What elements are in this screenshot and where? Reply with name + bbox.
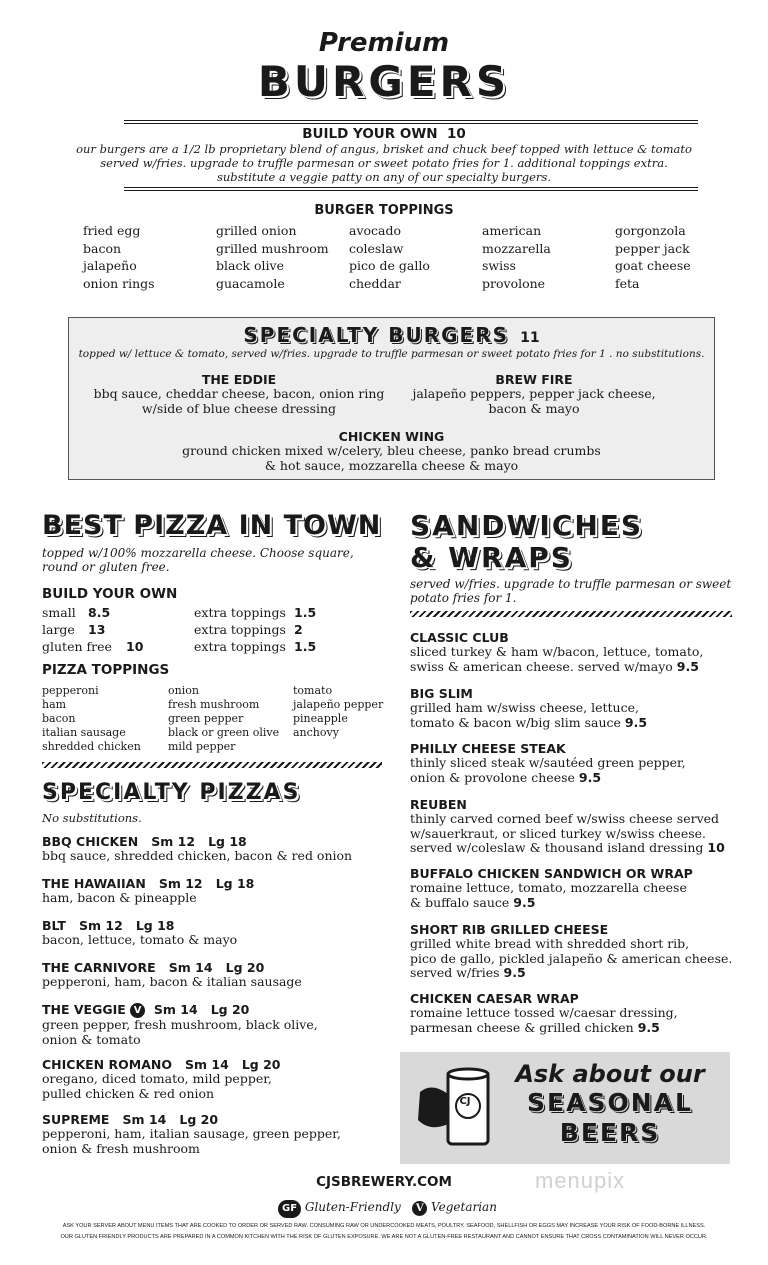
pizza-toppings-col-1: pepperoni ham bacon italian sausage shredded chicken	[42, 684, 141, 753]
gluten-friendly-label: Gluten-Friendly	[304, 1200, 401, 1214]
header	[0, 28, 768, 106]
pizza-desc-2: round or gluten free.	[42, 560, 170, 574]
list-item: guacamole	[216, 275, 285, 291]
menu-item-the-veggie: THE VEGGIE V Sm 14 Lg 20 green pepper, fresh mushroom, black olive, onion & tomato	[42, 1002, 318, 1047]
list-item: mozzarella	[482, 240, 551, 256]
build-own-desc-3: substitute a veggie patty on any of our specialty burgers.	[217, 170, 551, 184]
disclaimer-1: ASK YOUR SERVER ABOUT MENU ITEMS THAT ARE COOKED TO ORDER OR SERVED RAW. CONSUMING RAW OR UNDERCOOKED MEATS, POULTRY, SEAFOOD, SHELLFISH OR EGGS MAY INCREASE YOUR RISK OF FOOD-BORNE ILLNESS.	[62, 1223, 706, 1229]
list-item: grilled mushroom	[216, 240, 329, 256]
divider	[410, 611, 732, 617]
seasonal-line-1: Ask about our	[515, 1060, 705, 1088]
specialty-burgers-box	[68, 317, 715, 480]
menu-item-chicken-caesar-wrap: CHICKEN CAESAR WRAP romaine lettuce tossed w/caesar dressing, parmesan cheese & grilled chicken 9.5	[410, 991, 678, 1035]
page-title: BURGERS	[257, 57, 511, 106]
menu-item-the-hawaiian: THE HAWAIIAN Sm 12 Lg 18 ham, bacon & pineapple	[42, 876, 255, 905]
legend	[278, 1198, 497, 1218]
list-item: jalapeño	[83, 258, 137, 273]
pizza-sizes	[42, 604, 316, 655]
build-own-price: 10	[446, 126, 466, 142]
list-item: provolone	[482, 275, 546, 291]
gluten-friendly-icon: GF	[278, 1200, 301, 1218]
pizza-toppings-col-3: tomato jalapeño pepper pineapple anchovy	[293, 684, 384, 739]
divider	[124, 190, 698, 191]
beer-mug-icon	[412, 1062, 504, 1154]
list-item: feta	[615, 275, 640, 291]
list-item: swiss	[482, 258, 516, 273]
toppings-col-3	[349, 222, 430, 292]
list-item: american	[482, 223, 542, 238]
list-item: gluten free 10 extra toppings 1.5	[42, 639, 317, 654]
specialty-burgers-title: SPECIALTY BURGERS	[243, 323, 510, 347]
menu-item-the-carnivore: THE CARNIVORE Sm 14 Lg 20 pepperoni, ham, bacon & italian sausage	[42, 960, 302, 989]
menu-item-supreme: SUPREME Sm 14 Lg 20 pepperoni, ham, italian sausage, green pepper, onion & fresh mushroom	[42, 1112, 341, 1156]
list-item: pico de gallo	[349, 258, 430, 273]
disclaimer	[0, 1221, 768, 1243]
menu-item-short-rib-grilled-cheese: SHORT RIB GRILLED CHEESE grilled white bread with shredded short rib, pico de gallo, pickled jalapeño & american cheese. served w/fries 9.5	[410, 922, 733, 980]
build-own-title: BUILD YOUR OWN	[302, 126, 438, 142]
vegetarian-legend-icon: V	[412, 1201, 427, 1216]
pizza-byo-title: BUILD YOUR OWN	[42, 586, 178, 602]
divider	[42, 762, 382, 768]
list-item: gorgonzola	[615, 223, 686, 238]
watermark: menupix	[535, 1168, 626, 1193]
toppings-col-1	[83, 222, 155, 292]
pizza-toppings-title: PIZZA TOPPINGS	[42, 662, 170, 678]
specialty-pizzas-note: No substitutions.	[42, 811, 142, 825]
list-item: onion rings	[83, 275, 155, 291]
disclaimer-2: OUR GLUTEN FRIENDLY PRODUCTS ARE PREPARED IN A COMMON KITCHEN WITH THE RISK OF GLUTEN EXPOSURE. WE ARE NOT A GLUTEN-FREE RESTAURANT AND CANNOT ENSURE THAT CROSS CONTAMINATION WILL NEVER OCCUR.	[60, 1234, 708, 1240]
menu-item-buffalo-chicken: BUFFALO CHICKEN SANDWICH OR WRAP romaine lettuce, tomato, mozzarella cheese & buffalo sauce 9.5	[410, 866, 693, 910]
build-own-desc-1: our burgers are a 1/2 lb proprietary blend of angus, brisket and chuck beef topped with lettuce & tomato	[76, 142, 692, 156]
divider	[124, 187, 698, 188]
list-item: avocado	[349, 223, 402, 238]
pizza-title: BEST PIZZA IN TOWN	[42, 510, 382, 541]
header-script: Premium	[318, 28, 450, 58]
menu-item-bbq-chicken: BBQ CHICKEN Sm 12 Lg 18 bbq sauce, shredded chicken, bacon & red onion	[42, 834, 353, 863]
burger-toppings-title: BURGER TOPPINGS	[314, 203, 454, 218]
toppings-col-5	[615, 222, 691, 292]
menu-item-philly-cheese-steak: PHILLY CHEESE STEAK thinly sliced steak w/sautéed green pepper, onion & provolone cheese 9.5	[410, 741, 686, 785]
list-item: grilled onion	[216, 223, 297, 238]
specialty-burgers-price: 11	[520, 330, 540, 346]
list-item: bacon	[83, 240, 122, 256]
sandwiches-title: SANDWICHES & WRAPS	[410, 509, 644, 574]
sandwiches-desc-2: potato fries for 1.	[410, 591, 517, 605]
menu-item-blt: BLT Sm 12 Lg 18 bacon, lettuce, tomato & mayo	[42, 918, 238, 947]
build-own-desc-2: served w/fries. upgrade to truffle parmesan or sweet potato fries for 1. additional toppings extra.	[100, 156, 668, 170]
seasonal-line-2: SEASONAL	[527, 1088, 693, 1117]
menu-item-reuben: REUBEN thinly carved corned beef w/swiss cheese served w/sauerkraut, or sliced turkey w/swiss cheese. served w/coleslaw & thousand island dressing 10	[410, 797, 725, 855]
toppings-col-4	[482, 222, 551, 292]
specialty-burgers-desc: topped w/ lettuce & tomato, served w/fries. upgrade to truffle parmesan or sweet potato fries for 1 . no substitutions.	[78, 348, 705, 360]
list-item: coleslaw	[349, 240, 404, 256]
pizza-toppings-col-2: onion fresh mushroom green pepper black or green olive mild pepper	[168, 684, 280, 753]
list-item: large 13 extra toppings 2	[42, 622, 303, 637]
list-item: black olive	[216, 258, 284, 273]
pizza-desc-1: topped w/100% mozzarella cheese. Choose square,	[42, 546, 354, 560]
build-your-own-burger	[70, 126, 698, 184]
seasonal-beers-banner	[400, 1052, 730, 1164]
website-link[interactable]: CJSBREWERY.COM	[316, 1174, 452, 1190]
vegetarian-icon: V	[130, 1003, 145, 1018]
vegetarian-label: Vegetarian	[431, 1200, 497, 1214]
menu-item-chicken-romano: CHICKEN ROMANO Sm 14 Lg 20 oregano, diced tomato, mild pepper, pulled chicken & red onion	[42, 1057, 281, 1101]
menu-item-classic-club: CLASSIC CLUB sliced turkey & ham w/bacon, lettuce, tomato, swiss & american cheese. served w/mayo 9.5	[410, 630, 704, 674]
brewery-logo: CJ	[459, 1096, 471, 1107]
divider	[124, 123, 698, 124]
menu-item-the-eddie: THE EDDIE bbq sauce, cheddar cheese, bacon, onion ring w/side of blue cheese dressing	[93, 372, 385, 416]
seasonal-line-3: BEERS	[559, 1118, 661, 1147]
list-item: pepper jack	[615, 240, 690, 256]
sandwiches-desc-1: served w/fries. upgrade to truffle parmesan or sweet	[410, 577, 732, 591]
menu-item-brew-fire: BREW FIRE jalapeño peppers, pepper jack cheese, bacon & mayo	[412, 372, 656, 416]
toppings-col-2	[216, 222, 329, 292]
menu-item-big-slim: BIG SLIM grilled ham w/swiss cheese, lettuce, tomato & bacon w/big slim sauce 9.5	[410, 686, 648, 730]
menu-item-chicken-wing: CHICKEN WING ground chicken mixed w/celery, bleu cheese, panko bread crumbs & hot sauce, mozzarella cheese & mayo	[182, 429, 601, 473]
list-item: fried egg	[83, 223, 141, 238]
specialty-pizzas-title: SPECIALTY PIZZAS	[42, 780, 301, 805]
divider	[124, 120, 698, 121]
list-item: cheddar	[349, 275, 401, 291]
list-item: small 8.5 extra toppings 1.5	[42, 605, 317, 620]
list-item: goat cheese	[615, 258, 691, 273]
